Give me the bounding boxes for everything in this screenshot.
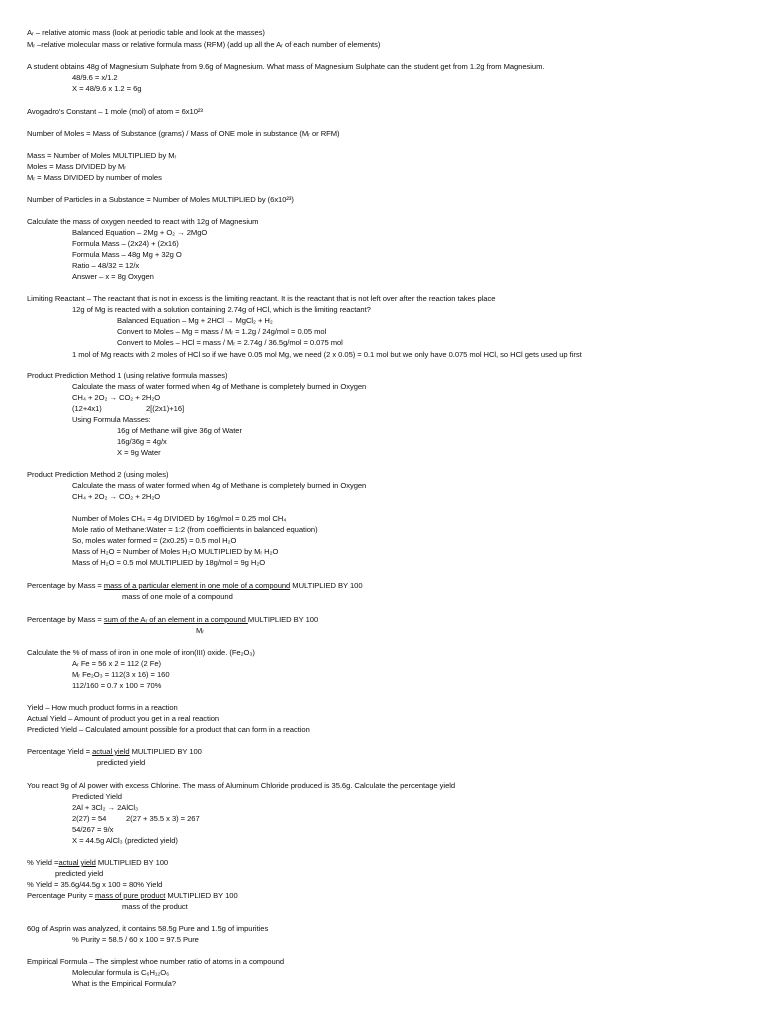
text-span: Percentage Yield = bbox=[27, 747, 93, 756]
text-line: Predicted Yield – Calculated amount possible for a product that can form in a reaction bbox=[27, 725, 310, 734]
text-line: Product Prediction Method 1 (using relative formula masses) bbox=[27, 371, 228, 380]
text-line: Actual Yield – Amount of product you get in a real reaction bbox=[27, 714, 220, 723]
text-line: Balanced Equation – Mg + 2HCl → MgCl₂ + H₂ bbox=[117, 316, 273, 325]
text-line: Avogadro's Constant – 1 mole (mol) of atom = 6x10²³ bbox=[27, 107, 203, 116]
text-line: CH₄ + 2O₂ → CO₂ + 2H₂O bbox=[72, 492, 161, 501]
denominator: predicted yield bbox=[97, 758, 146, 767]
text-line: Formula Mass – 48g Mg + 32g O bbox=[72, 250, 182, 259]
text-line: Mᵣ Fe₂O₃ = 112(3 x 16) = 160 bbox=[72, 670, 170, 679]
denominator: Mᵣ bbox=[196, 626, 205, 635]
text-line: X = 9g Water bbox=[117, 448, 161, 457]
text-line: Molecular formula is C₆H₁₂O₆ bbox=[72, 968, 170, 977]
text-line: Mᵣ –relative molecular mass or relative formula mass (RFM) (add up all the Aᵣ of each number of elements) bbox=[27, 40, 381, 49]
text-line: Answer – x = 8g Oxygen bbox=[72, 272, 154, 281]
text-line: What is the Empirical Formula? bbox=[72, 979, 177, 988]
text-line: 2(27) = 54 bbox=[72, 814, 107, 823]
text-line: Ratio – 48/32 = 12/x bbox=[72, 261, 140, 270]
text-line: 12g of Mg is reacted with a solution containing 2.74g of HCl, which is the limiting reactant? bbox=[72, 305, 371, 314]
text-line: 54/267 = 9/x bbox=[72, 825, 114, 834]
text-line: Mass = Number of Moles MULTIPLIED by Mᵣ bbox=[27, 151, 177, 160]
text-span: MULTIPLIED BY 100 bbox=[165, 891, 238, 900]
text-line: 2[(2x1)+16] bbox=[146, 404, 185, 413]
denominator: mass of the product bbox=[122, 902, 188, 911]
text-line: Balanced Equation – 2Mg + O₂ → 2MgO bbox=[72, 228, 208, 237]
text-line: Aᵣ – relative atomic mass (look at periodic table and look at the masses) bbox=[27, 28, 265, 37]
text-line: Calculate the mass of oxygen needed to react with 12g of Magnesium bbox=[27, 217, 259, 226]
text-span: MULTIPLIED BY 100 bbox=[247, 615, 319, 624]
text-line: Moles = Mass DIVIDED by Mᵣ bbox=[27, 162, 127, 171]
text-span: Percentage by Mass = bbox=[27, 615, 104, 624]
text-line: X = 48/9.6 x 1.2 = 6g bbox=[72, 84, 142, 93]
text-line: Mass of H₂O = Number of Moles H₂O MULTIPLIED by Mᵣ H₂O bbox=[72, 547, 279, 556]
text-line: Mole ratio of Methane:Water = 1:2 (from coefficients in balanced equation) bbox=[72, 525, 318, 534]
text-line: 112/160 = 0.7 x 100 = 70% bbox=[72, 681, 162, 690]
text-line: Formula Mass – (2x24) + (2x16) bbox=[72, 239, 179, 248]
denominator: mass of one mole of a compound bbox=[122, 592, 233, 601]
text-line: Aᵣ Fe = 56 x 2 = 112 (2 Fe) bbox=[72, 659, 161, 668]
formula-line bbox=[27, 747, 202, 757]
numerator: mass of a particular element in one mole of a compound bbox=[103, 581, 291, 590]
text-line: Number of Particles in a Substance = Number of Moles MULTIPLIED by (6x10²³) bbox=[27, 195, 294, 204]
text-line: Limiting Reactant – The reactant that is not in excess is the limiting reactant. It is the reactant that is not left over after the reaction takes place bbox=[27, 294, 496, 303]
text-line: (12+4x1) bbox=[72, 404, 102, 413]
numerator: actual yield bbox=[92, 747, 130, 756]
numerator: sum of the Aᵣ of an element in a compound bbox=[103, 615, 248, 624]
text-line: 16g of Methane will give 36g of Water bbox=[117, 426, 242, 435]
formula-line bbox=[27, 891, 238, 901]
text-line: 1 mol of Mg reacts with 2 moles of HCl so if we have 0.05 mol Mg, we need (2 x 0.05) = 0.1 mol but we only have 0.075 mol HCl, so HCl gets used up first bbox=[72, 350, 582, 359]
text-line: Using Formula Masses: bbox=[72, 415, 151, 424]
text-line: 2(27 + 35.5 x 3) = 267 bbox=[126, 814, 200, 823]
text-span: MULTIPLIED BY 100 bbox=[290, 581, 363, 590]
text-span: MULTIPLIED BY 100 bbox=[129, 747, 202, 756]
text-line: Convert to Moles – Mg = mass / Mᵣ = 1.2g / 24g/mol = 0.05 mol bbox=[117, 327, 327, 336]
text-line: CH₄ + 2O₂ → CO₂ + 2H₂O bbox=[72, 393, 161, 402]
text-span: MULTIPLIED BY 100 bbox=[95, 858, 169, 867]
denominator: predicted yield bbox=[55, 869, 104, 878]
text-line: Mass of H₂O = 0.5 mol MULTIPLIED by 18g/mol = 9g H₂O bbox=[72, 558, 266, 567]
text-line: Calculate the mass of water formed when 4g of Methane is completely burned in Oxygen bbox=[72, 382, 367, 391]
text-line: You react 9g of Al power with excess Chlorine. The mass of Aluminum Chloride produced is 35.6g. Calculate the percentage yield bbox=[27, 781, 456, 790]
text-line: Convert to Moles – HCl = mass / Mᵣ = 2.74g / 36.5g/mol = 0.075 mol bbox=[117, 338, 343, 347]
numerator: actual yield bbox=[58, 858, 96, 867]
text-span: Percentage by Mass = bbox=[27, 581, 104, 590]
text-line: Yield – How much product forms in a reaction bbox=[27, 703, 178, 712]
formula-line bbox=[27, 858, 168, 868]
text-span: Percentage Purity = bbox=[27, 891, 96, 900]
text-line: Number of Moles = Mass of Substance (grams) / Mass of ONE mole in substance (Mᵣ or RFM) bbox=[27, 129, 340, 138]
text-line: X = 44.5g AlCl₃ (predicted yield) bbox=[72, 836, 178, 845]
text-line: Product Prediction Method 2 (using moles) bbox=[27, 470, 169, 479]
text-line: Mᵣ = Mass DIVIDED by number of moles bbox=[27, 173, 162, 182]
text-line: Calculate the % of mass of iron in one mole of iron(III) oxide. (Fe₂O₃) bbox=[27, 648, 255, 657]
text-line: Calculate the mass of water formed when 4g of Methane is completely burned in Oxygen bbox=[72, 481, 367, 490]
text-line: 16g/36g = 4g/x bbox=[117, 437, 167, 446]
text-span: % Yield = bbox=[27, 858, 59, 867]
text-line: Predicted Yield bbox=[72, 792, 122, 801]
text-line: % Purity = 58.5 / 60 x 100 = 97.5 Pure bbox=[72, 935, 199, 944]
text-line: A student obtains 48g of Magnesium Sulphate from 9.6g of Magnesium. What mass of Magnesium Sulphate can the student get from 1.2g from Magnesium. bbox=[27, 62, 545, 71]
text-line: 48/9.6 = x/1.2 bbox=[72, 73, 118, 82]
formula-line bbox=[27, 615, 318, 625]
text-line: So, moles water formed = (2x0.25) = 0.5 mol H₂O bbox=[72, 536, 237, 545]
text-line: 60g of Asprin was analyzed, it contains 58.5g Pure and 1.5g of impurities bbox=[27, 924, 269, 933]
numerator: mass of pure product bbox=[95, 891, 166, 900]
formula-line bbox=[27, 581, 363, 591]
text-line: Empirical Formula – The simplest whoe number ratio of atoms in a compound bbox=[27, 957, 285, 966]
text-line: % Yield = 35.6g/44.5g x 100 = 80% Yield bbox=[27, 880, 163, 889]
text-line: Number of Moles CH₄ = 4g DIVIDED by 16g/mol = 0.25 mol CH₄ bbox=[72, 514, 287, 523]
text-line: 2Al + 3Cl₂ → 2AlCl₃ bbox=[72, 803, 139, 812]
